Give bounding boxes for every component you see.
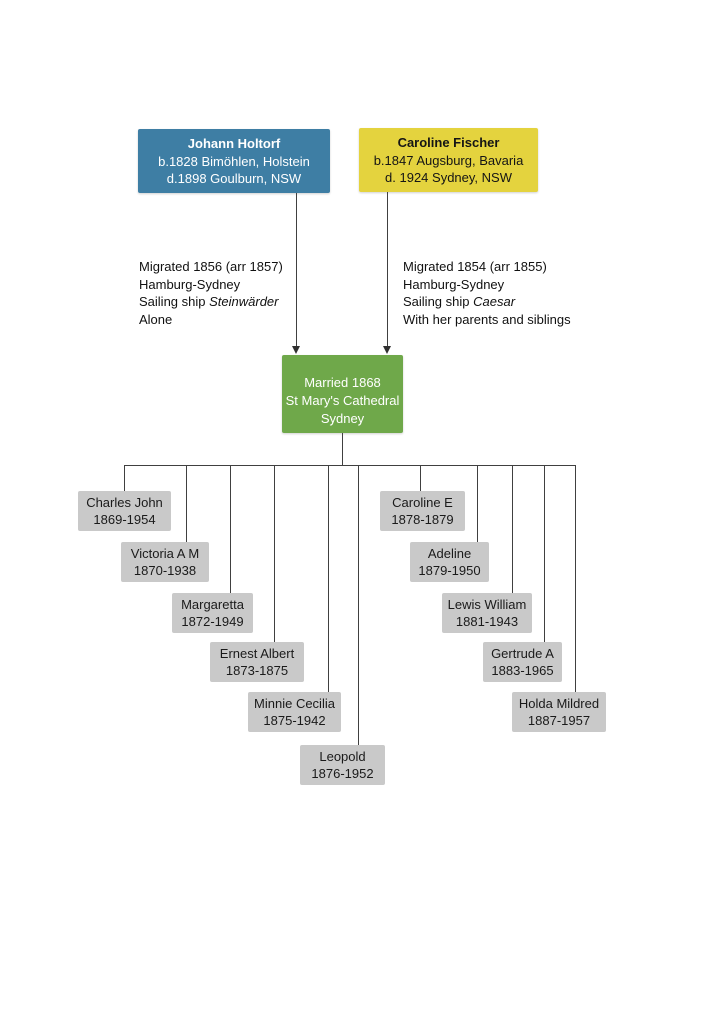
child-name: Holda Mildred bbox=[518, 696, 600, 711]
father-name: Johann Holtorf bbox=[187, 136, 281, 151]
child-name: Minnie Cecilia bbox=[254, 696, 335, 711]
migration-line: Hamburg-Sydney bbox=[403, 276, 505, 292]
child-years: 1881-1943 bbox=[455, 614, 519, 629]
connector-gertrude-a bbox=[544, 465, 545, 642]
child-name: Caroline E bbox=[392, 495, 453, 510]
child-name: Ernest Albert bbox=[219, 646, 295, 661]
father-birth: b.1828 Bimöhlen, Holstein bbox=[158, 153, 310, 169]
child-years: 1872-1949 bbox=[181, 614, 244, 629]
mother-name: Caroline Fischer bbox=[397, 135, 500, 150]
child-box-caroline-e bbox=[380, 491, 465, 531]
child-name: Charles John bbox=[86, 495, 163, 510]
migration-line: Alone bbox=[139, 312, 173, 328]
child-years: 1883-1965 bbox=[491, 663, 554, 678]
mother-death: d. 1924 Sydney, NSW bbox=[385, 170, 512, 185]
child-name: Lewis William bbox=[447, 597, 527, 612]
child-years: 1869-1954 bbox=[93, 512, 156, 527]
migration-line: Sailing ship Caesar bbox=[403, 294, 516, 310]
connector-victoria-a-m bbox=[186, 465, 187, 542]
marriage-box bbox=[282, 355, 403, 433]
mother-birth: b.1847 Augsburg, Bavaria bbox=[373, 152, 524, 168]
child-box-holda-mildred bbox=[512, 692, 606, 732]
migration-line: With her parents and siblings bbox=[403, 312, 571, 328]
child-years: 1873-1875 bbox=[225, 663, 289, 678]
marriage-descent-connector bbox=[342, 433, 343, 465]
connector-charles-john bbox=[124, 465, 125, 491]
child-box-adeline bbox=[410, 542, 489, 582]
ship-name: Caesar bbox=[473, 294, 516, 310]
child-box-lewis-william bbox=[442, 593, 532, 633]
mother-marriage-connector bbox=[387, 192, 388, 346]
father-box bbox=[138, 129, 330, 193]
child-years: 1875-1942 bbox=[263, 713, 326, 728]
mother-box bbox=[359, 128, 538, 192]
migration-line: Migrated 1856 (arr 1857) bbox=[139, 259, 283, 274]
ship-name: Steinwärder bbox=[209, 294, 279, 310]
child-name: Leopold bbox=[319, 749, 366, 764]
migration-line: Sailing ship Steinwärder bbox=[139, 294, 279, 310]
child-box-minnie-cecilia bbox=[248, 692, 341, 732]
child-years: 1879-1950 bbox=[418, 563, 481, 578]
connector-margaretta bbox=[230, 465, 231, 593]
father-death: d.1898 Goulburn, NSW bbox=[166, 171, 302, 186]
connector-lewis-william bbox=[512, 465, 513, 593]
connector-caroline-e bbox=[420, 465, 421, 491]
child-box-leopold bbox=[300, 745, 385, 785]
child-name: Gertrude A bbox=[491, 646, 554, 661]
child-years: 1876-1952 bbox=[311, 766, 374, 781]
child-years: 1870-1938 bbox=[133, 563, 197, 578]
child-name: Margaretta bbox=[181, 597, 244, 612]
arrow-down-icon bbox=[383, 346, 391, 354]
connector-ernest-albert bbox=[274, 465, 275, 642]
child-name: Adeline bbox=[427, 546, 472, 561]
child-years: 1878-1879 bbox=[391, 512, 454, 527]
father-marriage-connector bbox=[296, 193, 297, 346]
child-box-margaretta bbox=[172, 593, 253, 633]
child-box-charles-john bbox=[78, 491, 171, 531]
marriage-line1: Married 1868 bbox=[304, 375, 381, 390]
connector-minnie-cecilia bbox=[328, 465, 329, 692]
father-migration-note bbox=[139, 258, 283, 329]
mother-migration-note bbox=[403, 258, 571, 329]
migration-line: Migrated 1854 (arr 1855) bbox=[403, 259, 547, 274]
arrow-down-icon bbox=[292, 346, 300, 354]
children-bus-line bbox=[124, 465, 576, 466]
child-box-ernest-albert bbox=[210, 642, 304, 682]
marriage-line2: St Mary's Cathedral bbox=[285, 393, 400, 408]
marriage-line3: Sydney bbox=[320, 411, 365, 426]
child-years: 1887-1957 bbox=[527, 713, 591, 728]
child-box-gertrude-a bbox=[483, 642, 562, 682]
connector-adeline bbox=[477, 465, 478, 542]
child-name: Victoria A M bbox=[130, 546, 200, 561]
migration-line: Hamburg-Sydney bbox=[139, 276, 241, 292]
child-box-victoria-a-m bbox=[121, 542, 209, 582]
connector-leopold bbox=[358, 465, 359, 745]
connector-holda-mildred bbox=[575, 465, 576, 692]
